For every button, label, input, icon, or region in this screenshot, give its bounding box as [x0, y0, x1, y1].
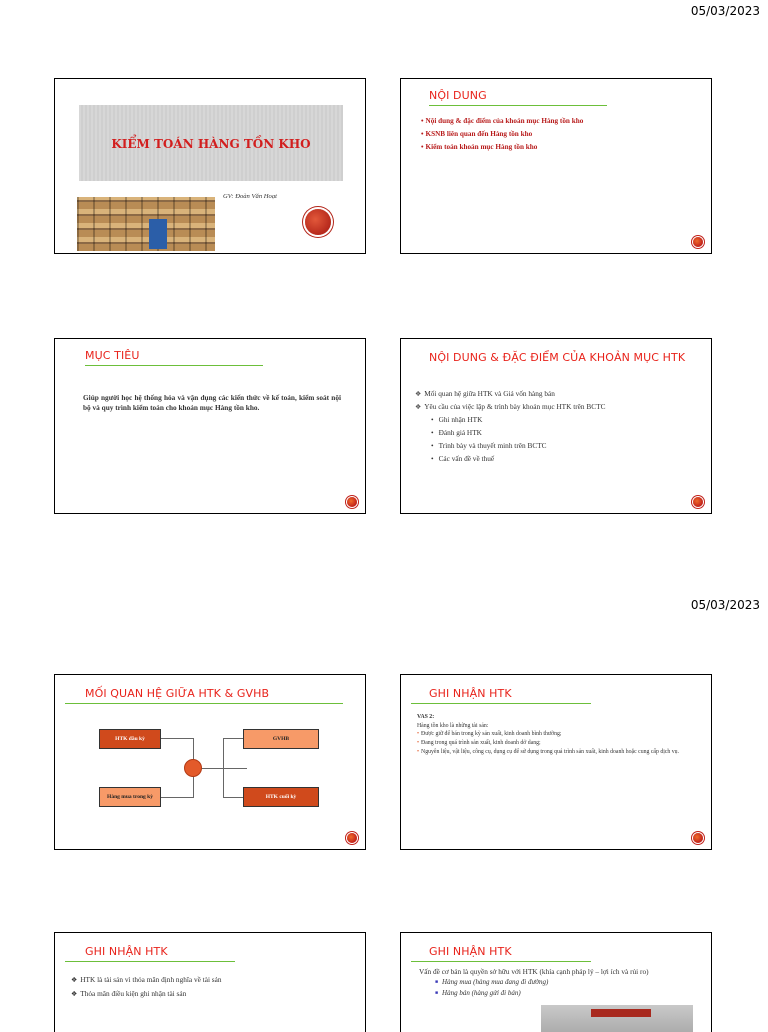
vas-heading: VAS 2: [417, 714, 435, 720]
list-item: • Nội dung & đặc điểm của khoản mục Hàng tồn kho [421, 117, 583, 125]
slide-dot-icon [347, 833, 357, 843]
slide-dot-icon [693, 497, 703, 507]
list-item: ❖ Mối quan hệ giữa HTK và Giá vốn hàng bán [415, 389, 605, 398]
list-item: • Kiểm toán khoản mục Hàng tồn kho [421, 143, 583, 151]
slide-content-features [400, 338, 712, 514]
slide-heading: GHI NHẬN HTK [429, 945, 512, 958]
connector [223, 797, 243, 798]
connector [223, 738, 243, 739]
forklift-shape [149, 219, 167, 249]
heading-underline [65, 961, 235, 962]
features-list [415, 389, 605, 467]
connector [161, 738, 193, 739]
list-item: • Trình bày và thuyết minh trên BCTC [415, 441, 605, 450]
slide-recognition-vas2 [400, 674, 712, 850]
vas2-text [417, 713, 707, 756]
list-item: • Các vấn đề về thuế [415, 454, 605, 463]
list-item: • Đang trong quá trình sản xuất, kinh doanh dở dang; [417, 739, 707, 748]
list-item: • Đánh giá HTK [415, 428, 605, 437]
heading-underline [411, 961, 591, 962]
seal-logo-icon [305, 209, 331, 235]
list-item: ❖ Thỏa mãn điều kiện ghi nhận tài sản [71, 989, 222, 998]
list-item: ❖ HTK là tài sản vì thỏa mãn định nghĩa về tài sản [71, 975, 222, 984]
vas-intro: Hàng tồn kho là những tài sản: [417, 722, 489, 729]
slide-heading: NỘI DUNG [429, 89, 487, 102]
list-item: • Được giữ để bán trong kỳ sản xuất, kinh doanh bình thường; [417, 730, 707, 739]
slide-heading: NỘI DUNG & ĐẶC ĐIỂM CỦA KHOẢN MỤC HTK [429, 351, 686, 364]
heading-underline [429, 105, 607, 106]
slide-dot-icon [347, 497, 357, 507]
heading-underline [65, 703, 343, 704]
slide-relationship [54, 674, 366, 850]
list-item: ■ Hàng bán (hàng gửi đi bán) [435, 989, 548, 997]
list-item: ■ Hàng mua (hàng mua đang đi đường) [435, 978, 548, 986]
page1-date: 05/03/2023 [690, 4, 760, 18]
list-item: • Nguyên liệu, vật liệu, công cụ, dụng cụ để sử dụng trong quá trình sản xuất, kinh doanh hoặc cung cấp dịch vụ. [417, 748, 707, 757]
ownership-text: Vấn đề cơ bản là quyền sở hữu với HTK (khía cạnh pháp lý – lợi ích và rủi ro) [419, 967, 649, 976]
slide-title-page [54, 78, 366, 254]
ownership-list [435, 978, 548, 1000]
slide-objectives [54, 338, 366, 514]
slide-heading: MỤC TIÊU [85, 349, 140, 362]
list-item: ❖ Yêu cầu của việc lập & trình bày khoản mục HTK trên BCTC [415, 402, 605, 411]
slide-heading: MỐI QUAN HỆ GIỮA HTK & GVHB [85, 687, 270, 700]
list-item: • Ghi nhận HTK [415, 415, 605, 424]
heading-underline [85, 365, 263, 366]
box-opening-inventory: HTK đầu kỳ [99, 729, 161, 749]
slide-recognition-asset [54, 932, 366, 1032]
lecturer-name: GV: Đoàn Văn Hoạt [223, 193, 277, 200]
connector [161, 797, 193, 798]
page2-date: 05/03/2023 [690, 598, 760, 612]
box-purchases: Hàng mua trong kỳ [99, 787, 161, 807]
heading-underline [411, 703, 591, 704]
slide-dot-icon [693, 833, 703, 843]
asset-list [71, 975, 222, 1003]
connector [223, 738, 224, 798]
slide-recognition-ownership [400, 932, 712, 1032]
slide-contents [400, 78, 712, 254]
presentation-title: KIỂM TOÁN HÀNG TỒN KHO [111, 137, 311, 151]
truck-cab-shape [591, 1009, 651, 1017]
box-closing-inventory: HTK cuối kỳ [243, 787, 319, 807]
box-cogs: GVHB [243, 729, 319, 749]
objective-text: Giúp người học hệ thống hóa và vận dụng các kiến thức về kế toán, kiểm soát nội bộ và quy trình kiểm toán cho khoản mục Hàng tồn kho. [83, 393, 341, 412]
slide-dot-icon [693, 237, 703, 247]
slide-heading: GHI NHẬN HTK [85, 945, 168, 958]
contents-list [421, 117, 583, 156]
list-item: • KSNB liên quan đến Hàng tồn kho [421, 130, 583, 138]
slide-heading: GHI NHẬN HTK [429, 687, 512, 700]
warehouse-photo [77, 197, 215, 251]
center-node [184, 759, 202, 777]
